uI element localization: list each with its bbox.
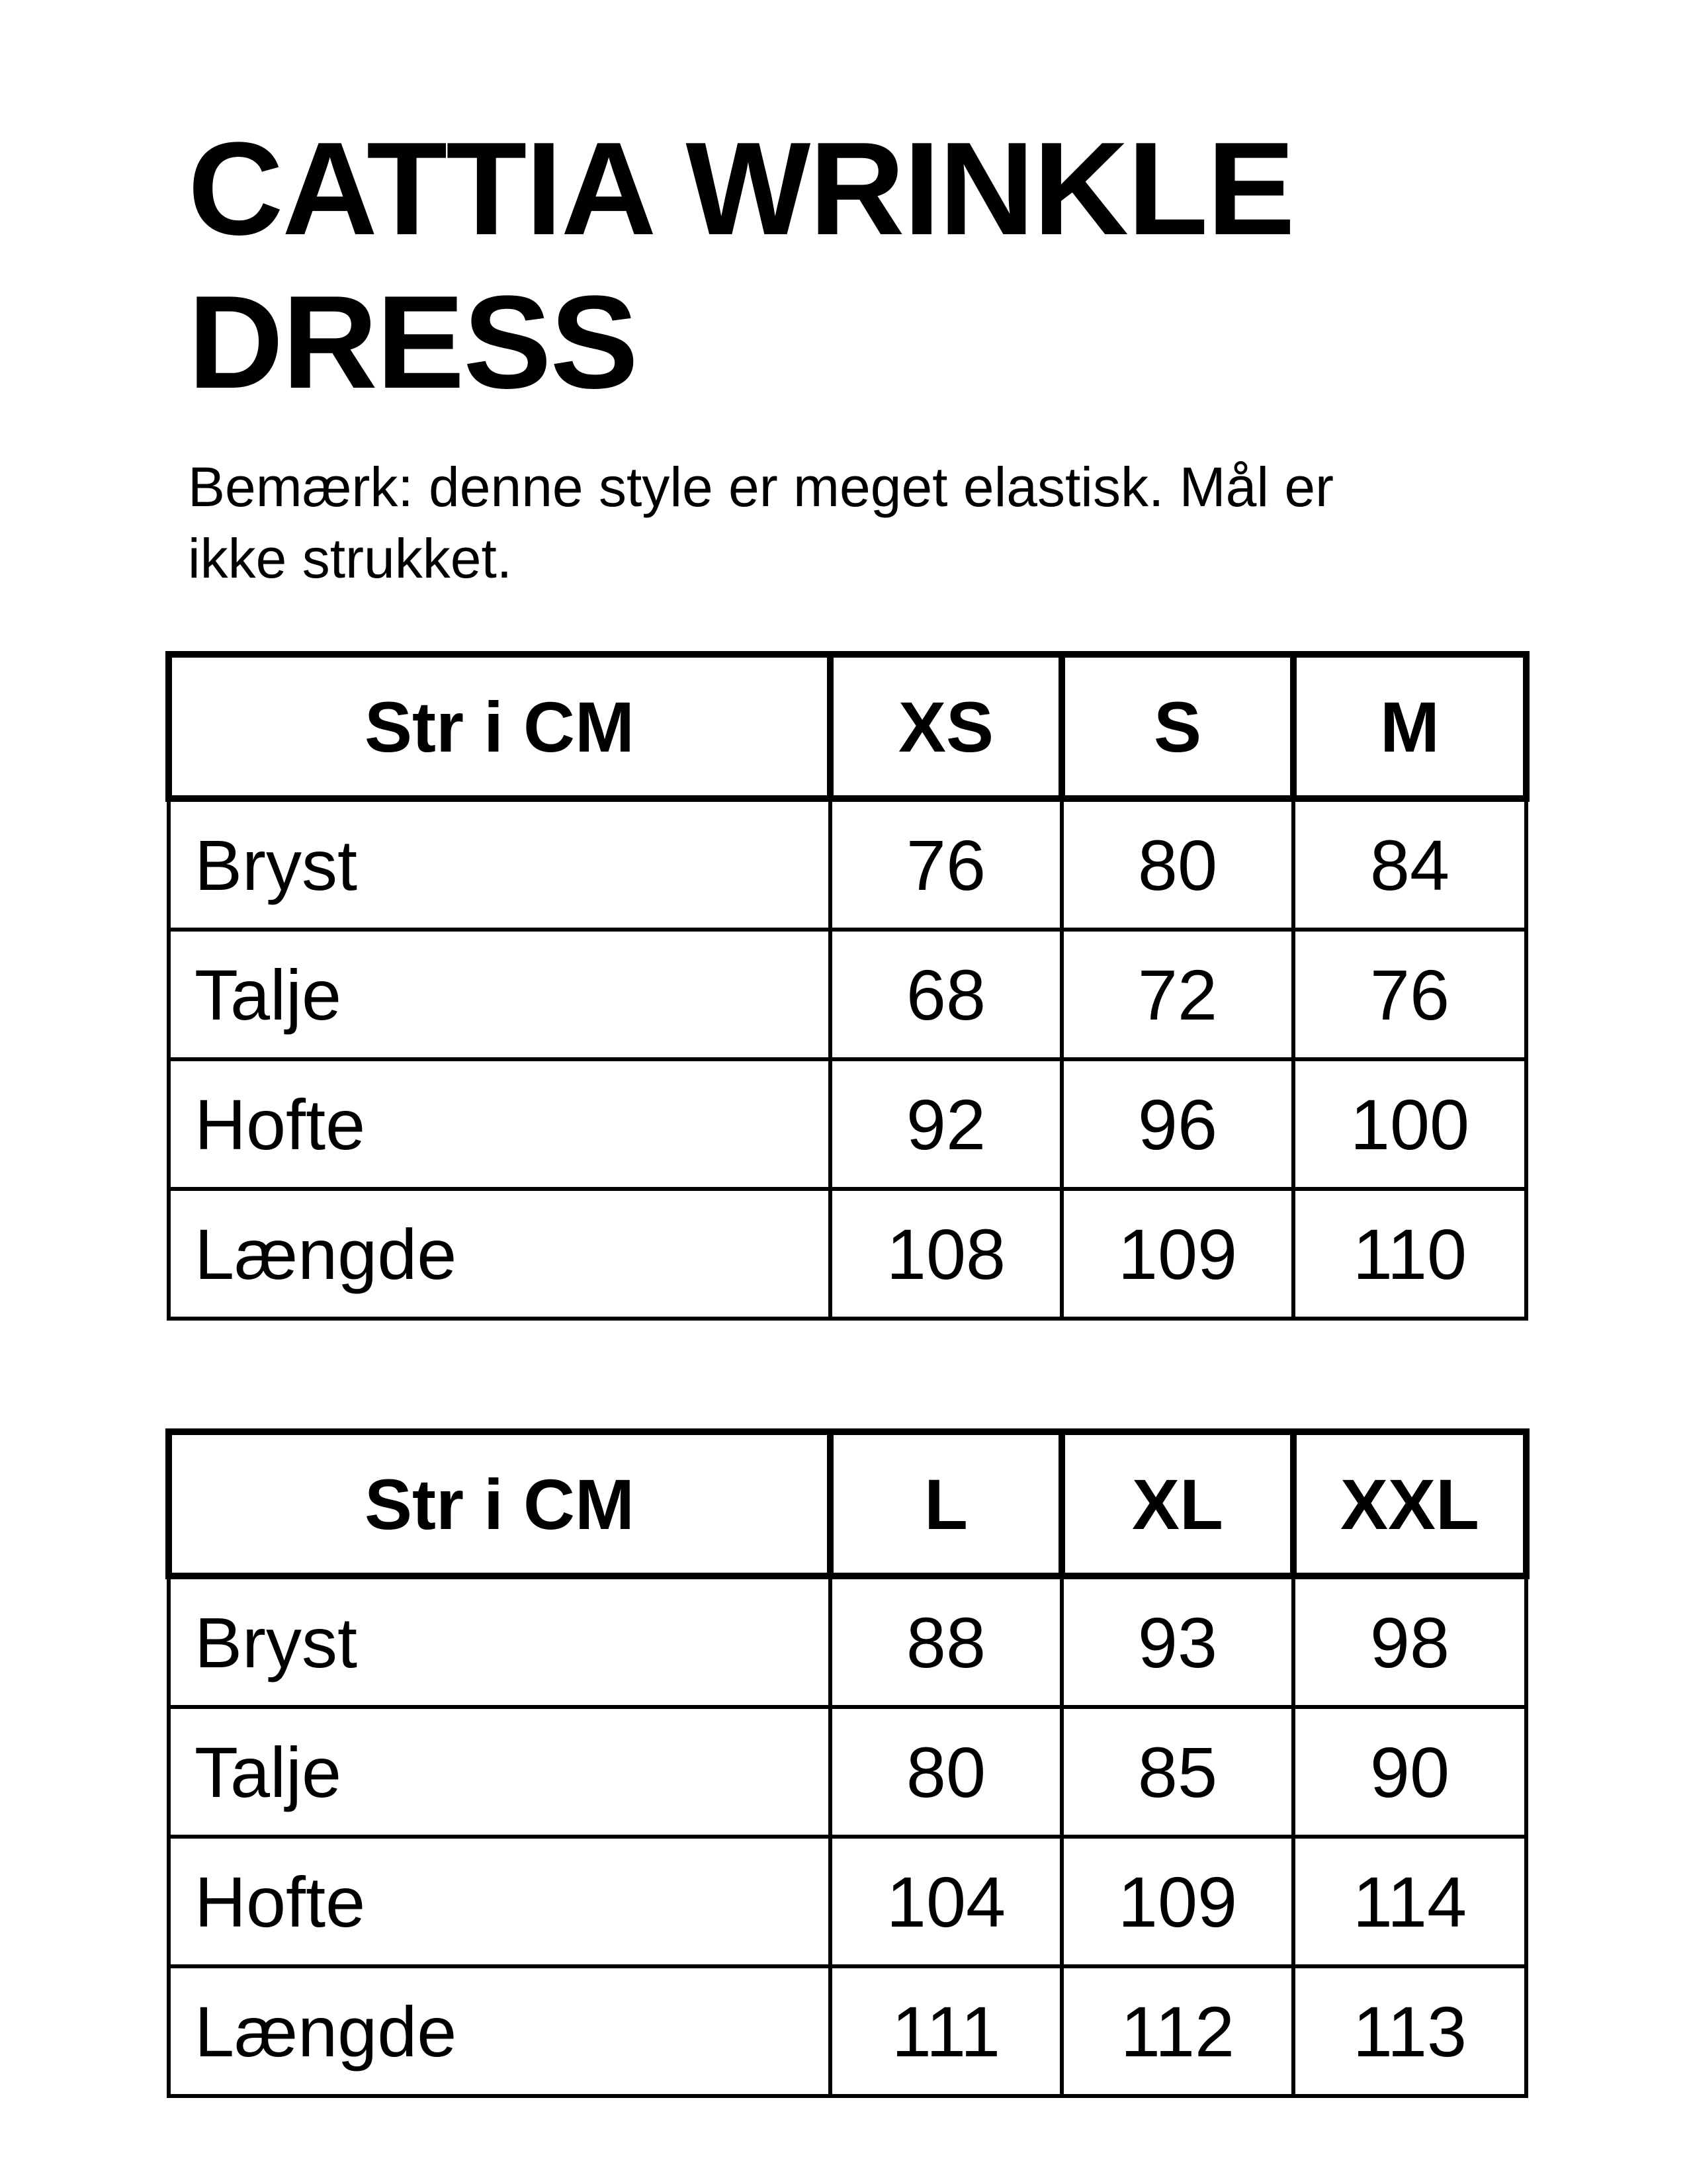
table-cell: 68: [830, 930, 1062, 1059]
table-cell: 76: [1293, 930, 1526, 1059]
header-cell-size: XL: [1062, 1432, 1293, 1576]
table-header-row: [169, 1432, 1526, 1576]
row-label: Længde: [169, 1966, 830, 2096]
table-cell: 72: [1062, 930, 1293, 1059]
table-cell: 104: [830, 1837, 1062, 1966]
table-cell: 109: [1062, 1837, 1293, 1966]
table-row: [169, 1966, 1526, 2096]
header-cell-size: M: [1293, 654, 1526, 799]
row-label: Hofte: [169, 1837, 830, 1966]
table-row: [169, 799, 1526, 930]
header-cell-size: S: [1062, 654, 1293, 799]
row-label: Bryst: [169, 799, 830, 930]
row-label: Længde: [169, 1189, 830, 1319]
table-row: [169, 1189, 1526, 1319]
table-cell: 80: [1062, 799, 1293, 930]
row-label: Bryst: [169, 1576, 830, 1707]
table-cell: 76: [830, 799, 1062, 930]
size-table-l-xxl: [165, 1428, 1530, 2098]
title-line-1: CATTIA WRINKLE: [188, 115, 1294, 263]
table-row: [169, 1059, 1526, 1189]
table-cell: 111: [830, 1966, 1062, 2096]
table-cell: 80: [830, 1707, 1062, 1837]
title-line-2: DRESS: [188, 269, 638, 416]
row-label: Talje: [169, 930, 830, 1059]
table-cell: 88: [830, 1576, 1062, 1707]
header-cell-size: L: [830, 1432, 1062, 1576]
header-cell-unit: Str i CM: [169, 654, 830, 799]
table-cell: 92: [830, 1059, 1062, 1189]
row-label: Hofte: [169, 1059, 830, 1189]
header-cell-size: XS: [830, 654, 1062, 799]
elasticity-note: [188, 451, 1511, 594]
table-cell: 113: [1293, 1966, 1526, 2096]
table-cell: 96: [1062, 1059, 1293, 1189]
table-cell: 100: [1293, 1059, 1526, 1189]
header-cell-size: XXL: [1293, 1432, 1526, 1576]
table-cell: 110: [1293, 1189, 1526, 1319]
table-row: [169, 1576, 1526, 1707]
table-cell: 93: [1062, 1576, 1293, 1707]
page-title: [188, 112, 1511, 419]
table-row: [169, 1707, 1526, 1837]
table-cell: 109: [1062, 1189, 1293, 1319]
table-header-row: [169, 654, 1526, 799]
table-row: [169, 930, 1526, 1059]
note-line-1: Bemærk: denne style er meget elastisk. Mål er: [188, 456, 1334, 518]
size-table-xs-m: [165, 651, 1530, 1321]
table-cell: 114: [1293, 1837, 1526, 1966]
header-cell-unit: Str i CM: [169, 1432, 830, 1576]
table-row: [169, 1837, 1526, 1966]
table-cell: 90: [1293, 1707, 1526, 1837]
table-cell: 108: [830, 1189, 1062, 1319]
table-cell: 112: [1062, 1966, 1293, 2096]
row-label: Talje: [169, 1707, 830, 1837]
table-cell: 98: [1293, 1576, 1526, 1707]
note-line-2: ikke strukket.: [188, 527, 513, 590]
table-cell: 84: [1293, 799, 1526, 930]
table-cell: 85: [1062, 1707, 1293, 1837]
